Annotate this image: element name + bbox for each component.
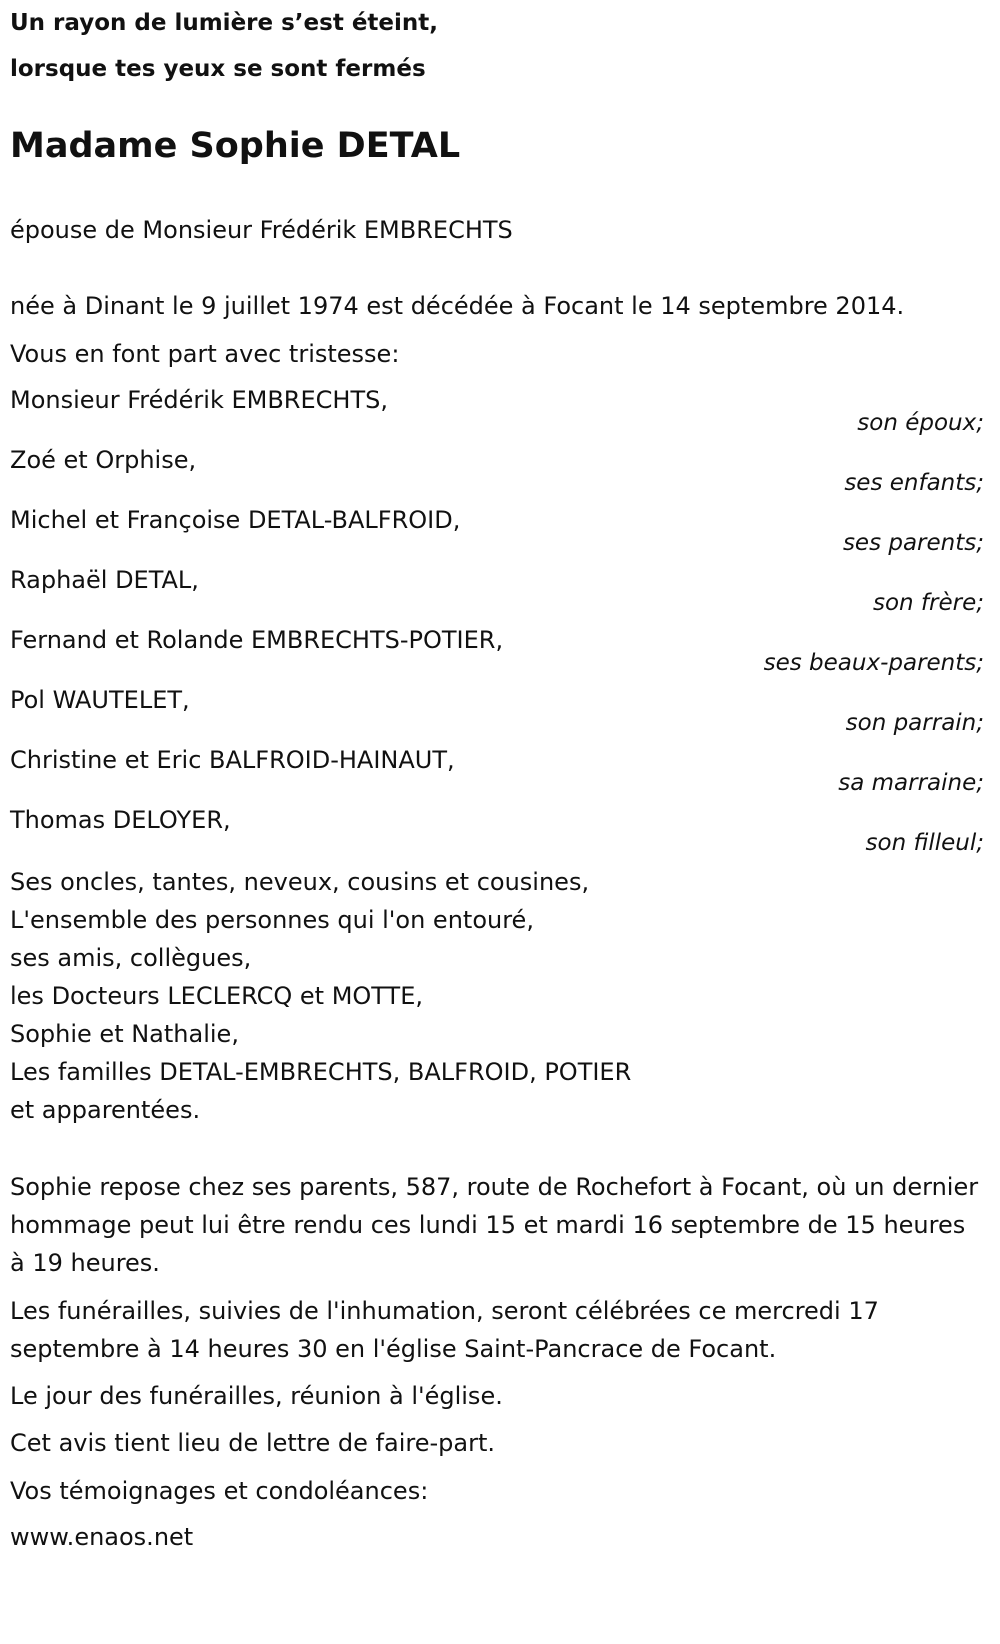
family-member-name: Christine et Eric BALFROID-HAINAUT,: [10, 746, 455, 774]
quote-line-1: Un rayon de lumière s’est éteint,: [10, 10, 439, 36]
notice-line: Cet avis tient lieu de lettre de faire-part.: [10, 1429, 495, 1457]
spouse-line: épouse de Monsieur Frédérik EMBRECHTS: [10, 216, 513, 244]
family-member-role: ses parents;: [842, 530, 984, 556]
family-member-role: sa marraine;: [838, 770, 984, 796]
family-member-name: Fernand et Rolande EMBRECHTS-POTIER,: [10, 626, 504, 654]
family-member-name: Thomas DELOYER,: [10, 806, 231, 834]
others-line: Les familles DETAL-EMBRECHTS, BALFROID, POTIER: [10, 1058, 632, 1086]
announce-intro: Vous en font part avec tristesse:: [10, 340, 400, 368]
family-member-role: ses beaux-parents;: [763, 650, 984, 676]
family-member-name: Michel et Françoise DETAL-BALFROID,: [10, 506, 461, 534]
visitation-paragraph: Sophie repose chez ses parents, 587, route de Rochefort à Focant, où un dernier hommage peut lui être rendu ces lundi 15 et mardi 16 septembre de 15 heures à 19 heures.: [10, 1173, 979, 1277]
others-line: Ses oncles, tantes, neveux, cousins et cousines,: [10, 868, 590, 896]
family-member-name: Raphaël DETAL,: [10, 566, 199, 594]
deceased-name: Madame Sophie DETAL: [10, 126, 461, 166]
family-member-name: Monsieur Frédérik EMBRECHTS,: [10, 386, 388, 414]
meeting-line: Le jour des funérailles, réunion à l'église.: [10, 1382, 503, 1410]
family-member-role: son époux;: [857, 410, 984, 436]
family-member-name: Zoé et Orphise,: [10, 446, 197, 474]
family-member-role: son filleul;: [865, 830, 984, 856]
family-member-role: son frère;: [872, 590, 984, 616]
others-line: ses amis, collègues,: [10, 944, 252, 972]
others-line: les Docteurs LECLERCQ et MOTTE,: [10, 982, 423, 1010]
family-member-name: Pol WAUTELET,: [10, 686, 190, 714]
birth-death-line: née à Dinant le 9 juillet 1974 est décédée à Focant le 14 septembre 2014.: [10, 292, 905, 320]
condolences-label: Vos témoignages et condoléances:: [10, 1477, 429, 1505]
family-member-role: ses enfants;: [844, 470, 984, 496]
funeral-paragraph: Les funérailles, suivies de l'inhumation, seront célébrées ce mercredi 17 septembre à 14 heures 30 en l'église Saint-Pancrace de Focant.: [10, 1297, 879, 1363]
others-line: et apparentées.: [10, 1096, 201, 1124]
others-line: Sophie et Nathalie,: [10, 1020, 239, 1048]
others-line: L'ensemble des personnes qui l'on entouré,: [10, 906, 534, 934]
website-link[interactable]: www.enaos.net: [10, 1523, 194, 1551]
family-member-role: son parrain;: [845, 710, 984, 736]
quote-line-2: lorsque tes yeux se sont fermés: [10, 56, 426, 82]
